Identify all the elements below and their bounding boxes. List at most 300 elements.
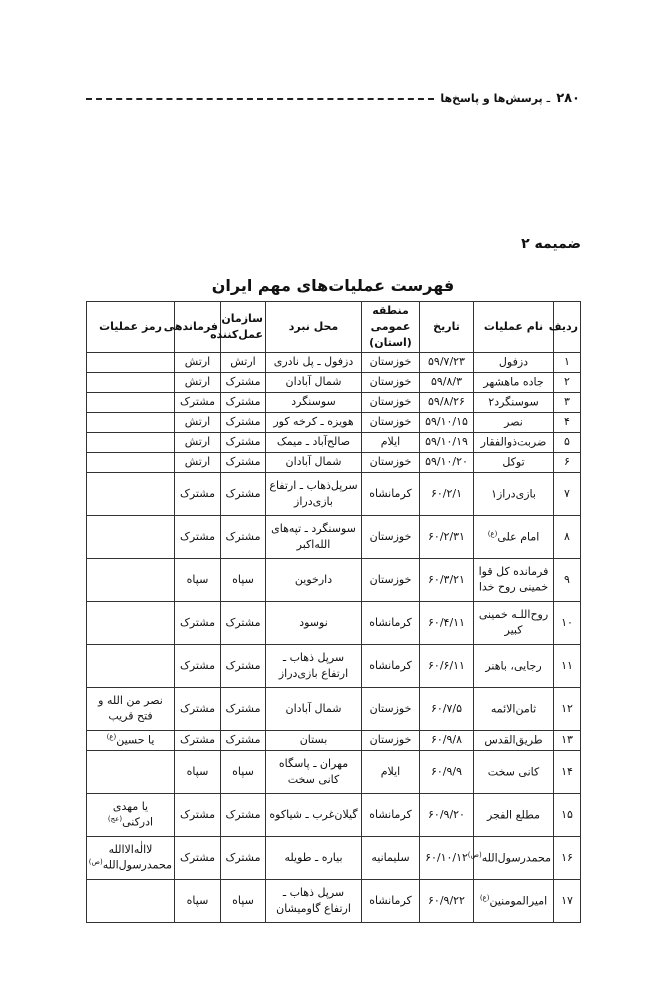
table-row [87, 750, 581, 793]
cell-battle-location [266, 452, 362, 472]
cell-command [175, 687, 221, 730]
cell-command [175, 730, 221, 750]
cell-battle-location-text: شمال آبادان [285, 375, 342, 389]
cell-organization [221, 472, 266, 515]
cell-battle-location [266, 432, 362, 452]
cell-date [420, 601, 474, 644]
cell-row-number-text: ۱۷ [561, 893, 573, 907]
cell-command [175, 372, 221, 392]
cell-operation-name [474, 412, 554, 432]
cell-battle-location-text: دزفول ـ پل نادری [273, 355, 354, 369]
col-header-row-number: ردیف [554, 302, 581, 353]
cell-battle-location-text: بیاره ـ طویله [284, 850, 343, 864]
cell-battle-location-text: سرپل ذهاب ـ ارتفاع بازی‌دراز [278, 650, 349, 680]
cell-operation-name [467, 836, 554, 879]
cell-operation-code [87, 750, 175, 793]
cell-date [420, 687, 474, 730]
cell-date-text: ۶۰/۹/۹ [430, 764, 463, 778]
cell-row-number-text: ۱۰ [561, 615, 573, 629]
cell-date [420, 644, 474, 687]
cell-row-number [554, 452, 581, 472]
cell-date [420, 452, 474, 472]
cell-operation-name-text: امام علی [497, 530, 540, 544]
cell-battle-location [266, 352, 362, 372]
cell-operation-name-text: طریق‌القدس [484, 733, 543, 747]
cell-command [175, 558, 221, 601]
cell-operation-name-text: دزفول [498, 355, 529, 369]
cell-organization-text: سپاه [232, 572, 254, 586]
cell-row-number [554, 472, 581, 515]
cell-row-number-text: ۳ [564, 395, 570, 409]
cell-region-text: کرمانشاه [369, 807, 412, 821]
cell-operation-code [87, 793, 175, 836]
cell-date-text: ۶۰/۹/۸ [430, 733, 463, 747]
table-row [87, 793, 581, 836]
cell-organization [221, 412, 266, 432]
cell-command-text: سپاه [186, 893, 209, 907]
cell-operation-name [474, 372, 554, 392]
cell-organization [221, 836, 266, 879]
cell-operation-code-text: یا حسین [116, 733, 155, 747]
cell-command-text: ارتش [184, 455, 211, 469]
cell-command [175, 472, 221, 515]
cell-organization [221, 352, 266, 372]
cell-operation-name-text: توکل [502, 455, 525, 469]
cell-battle-location [266, 412, 362, 432]
cell-region [362, 644, 420, 687]
cell-region-text: خوزستان [369, 455, 412, 469]
cell-region [362, 372, 420, 392]
cell-battle-location [266, 558, 362, 601]
cell-battle-location [266, 836, 362, 879]
cell-organization-text: مشترک [225, 529, 261, 543]
cell-region-text: خوزستان [369, 355, 412, 369]
cell-row-number [554, 730, 581, 750]
cell-command [175, 601, 221, 644]
cell-operation-code-honorific: (عج) [107, 815, 123, 824]
table-row [87, 644, 581, 687]
cell-operation-code [87, 392, 175, 412]
cell-command [175, 793, 221, 836]
cell-region-text: سلیمانیه [371, 850, 410, 864]
cell-battle-location-text: دارخوین [294, 572, 333, 586]
cell-command-text: سپاه [186, 764, 209, 778]
table-header-row [87, 302, 581, 353]
cell-organization [221, 372, 266, 392]
cell-date-text: ۶۰/۹/۲۰ [428, 807, 465, 821]
cell-command-text: مشترک [180, 658, 215, 672]
cell-command-text: مشترک [180, 850, 215, 864]
cell-operation-code-honorific: (ع) [106, 733, 117, 742]
cell-region [362, 836, 420, 879]
cell-row-number [554, 392, 581, 412]
cell-organization-text: مشترک [225, 435, 261, 449]
cell-operation-name-text: رجایی، باهنر [485, 659, 542, 673]
cell-command-text: مشترک [180, 733, 215, 747]
cell-row-number-text: ۱۱ [561, 658, 573, 672]
cell-operation-name [474, 730, 554, 750]
cell-command-text: مشترک [180, 529, 215, 543]
cell-region-text: ایلام [380, 435, 401, 449]
table-row [87, 452, 581, 472]
cell-date-text: ۵۹/۸/۲۶ [428, 395, 465, 409]
cell-row-number-text: ۸ [564, 529, 570, 543]
cell-command [175, 452, 221, 472]
cell-operation-code [87, 472, 175, 515]
cell-operation-name-text: کانی سخت [487, 765, 540, 779]
cell-command-text: ارتش [184, 375, 211, 389]
header-separator: ـ [546, 91, 551, 105]
cell-operation-code [87, 687, 175, 730]
cell-date-text: ۵۹/۱۰/۲۰ [425, 455, 468, 469]
cell-date [420, 558, 474, 601]
cell-row-number-text: ۹ [564, 572, 570, 586]
cell-operation-name [474, 687, 554, 730]
table-body [87, 352, 581, 922]
cell-region [362, 472, 420, 515]
cell-operation-name-honorific: (ع) [479, 893, 490, 902]
cell-command-text: مشترک [180, 486, 215, 500]
cell-organization [221, 432, 266, 452]
cell-region [362, 730, 420, 750]
page-number: ۲۸۰ [556, 90, 580, 106]
cell-row-number [554, 644, 581, 687]
cell-region [362, 601, 420, 644]
cell-date [420, 879, 474, 922]
cell-date [420, 432, 474, 452]
cell-operation-name [474, 432, 554, 452]
cell-organization [221, 601, 266, 644]
cell-row-number-text: ۱۵ [561, 807, 573, 821]
cell-region-text: خوزستان [369, 701, 412, 715]
cell-battle-location-text: هویزه ـ کرخه کور [273, 415, 354, 429]
cell-organization [221, 452, 266, 472]
cell-row-number-text: ۵ [564, 435, 570, 449]
table-row [87, 432, 581, 452]
table-row [87, 879, 581, 922]
cell-date-text: ۵۹/۷/۲۳ [428, 355, 465, 369]
cell-region-text: کرمانشاه [369, 658, 412, 672]
cell-operation-name-honorific: (ع) [487, 529, 498, 538]
cell-command-text: مشترک [180, 615, 215, 629]
cell-row-number [554, 515, 581, 558]
cell-operation-code-text: یا مهدی ادرکنی [112, 799, 154, 830]
cell-operation-code [87, 412, 175, 432]
cell-row-number [554, 352, 581, 372]
cell-region-text: کرمانشاه [369, 486, 412, 500]
cell-row-number-text: ۱۴ [561, 764, 573, 778]
cell-organization-text: مشترک [225, 455, 261, 469]
cell-operation-code [87, 432, 175, 452]
cell-date-text: ۶۰/۲/۱ [430, 486, 463, 500]
cell-command [175, 644, 221, 687]
cell-command [175, 352, 221, 372]
cell-date [420, 515, 474, 558]
cell-row-number-text: ۲ [564, 375, 570, 389]
cell-date [420, 793, 474, 836]
cell-row-number [554, 687, 581, 730]
cell-battle-location-text: شمال آبادان [285, 701, 342, 715]
header-dashed-rule [86, 98, 434, 100]
cell-row-number [554, 836, 581, 879]
cell-battle-location-text: گیلان‌غرب ـ شیاکوه [269, 807, 358, 821]
cell-operation-name-text: فرمانده کل قوا خمینی روح خدا [478, 564, 549, 595]
cell-operation-code [87, 730, 175, 750]
cell-organization [221, 644, 266, 687]
cell-battle-location [266, 687, 362, 730]
cell-region-text: کرمانشاه [369, 893, 412, 907]
cell-command-text: ارتش [184, 355, 211, 369]
cell-battle-location [266, 392, 362, 412]
table-row [87, 601, 581, 644]
cell-organization-text: مشترک [225, 486, 261, 500]
operations-table [86, 301, 581, 923]
cell-region-text: خوزستان [369, 375, 412, 389]
cell-region [362, 412, 420, 432]
cell-row-number [554, 432, 581, 452]
cell-organization-text: مشترک [225, 733, 261, 747]
cell-command-text: مشترک [180, 807, 215, 821]
col-header-organization: سازمان عمل‌کننده [221, 302, 266, 353]
cell-region [362, 687, 420, 730]
cell-operation-name [474, 644, 554, 687]
cell-command-text: مشترک [180, 395, 215, 409]
cell-battle-location [266, 515, 362, 558]
cell-battle-location-text: نوسود [299, 615, 328, 629]
cell-operation-name-text: نصر [504, 415, 523, 429]
cell-date [420, 352, 474, 372]
cell-region-text: خوزستان [369, 733, 412, 747]
cell-operation-name [474, 352, 554, 372]
cell-battle-location-text: شمال آبادان [285, 455, 342, 469]
cell-date-text: ۶۰/۱۰/۱۲ [425, 850, 468, 864]
col-header-region: منطقه عمومی (استان) [362, 302, 420, 353]
cell-organization-text: مشترک [225, 395, 261, 409]
cell-operation-name-text: مطلع الفجر [486, 808, 541, 822]
cell-battle-location [266, 472, 362, 515]
cell-battle-location-text: سوسنگرد ـ تپه‌های الله‌اکبر [271, 521, 356, 551]
col-header-operation-code: رمز عملیات [87, 302, 175, 353]
cell-battle-location-text: سرپل ذهاب ـ ارتفاع گاومیشان [276, 885, 351, 915]
cell-operation-name [474, 879, 554, 922]
cell-row-number-text: ۱۳ [561, 733, 573, 747]
cell-organization-text: ارتش [230, 355, 256, 369]
cell-operation-name-text: محمدرسول‌الله [481, 851, 551, 865]
table-row [87, 472, 581, 515]
cell-battle-location [266, 793, 362, 836]
cell-region [362, 515, 420, 558]
cell-command [175, 836, 221, 879]
cell-organization-text: مشترک [225, 701, 261, 715]
cell-region [362, 793, 420, 836]
cell-operation-code [87, 836, 175, 879]
cell-operation-code [87, 644, 175, 687]
cell-operation-code [87, 601, 175, 644]
cell-command-text: ارتش [184, 435, 211, 449]
cell-organization-text: مشترک [225, 615, 261, 629]
cell-date [420, 392, 474, 412]
appendix-label: ضمیمه ۲ [521, 236, 581, 252]
col-header-date: تاریخ [420, 302, 474, 353]
cell-operation-code-honorific: (ص) [88, 858, 103, 867]
cell-operation-code-text: لاالٰه‌الاالله محمدرسول‌الله [102, 842, 172, 873]
table-row [87, 412, 581, 432]
header-title: پرسش‌ها و پاسخ‌ها [440, 91, 543, 105]
table-row [87, 372, 581, 392]
cell-region [362, 432, 420, 452]
cell-operation-code [87, 352, 175, 372]
cell-region-text: خوزستان [369, 572, 412, 586]
cell-command [175, 515, 221, 558]
cell-battle-location-text: مهران ـ پاسگاه کانی سخت [278, 756, 349, 786]
cell-row-number [554, 793, 581, 836]
cell-operation-name [474, 601, 554, 644]
cell-organization [221, 515, 266, 558]
cell-organization [221, 879, 266, 922]
table-row [87, 352, 581, 372]
cell-organization [221, 730, 266, 750]
running-header [86, 88, 580, 108]
cell-row-number-text: ۱۲ [561, 701, 573, 715]
cell-operation-name-honorific: (ص) [467, 850, 482, 859]
cell-battle-location [266, 372, 362, 392]
cell-region-text: خوزستان [369, 395, 412, 409]
cell-operation-name-text: بازی‌دراز۱ [491, 487, 536, 501]
cell-region-text: خوزستان [369, 529, 412, 543]
cell-date [420, 412, 474, 432]
cell-region [362, 452, 420, 472]
cell-operation-code [87, 558, 175, 601]
cell-row-number-text: ۴ [564, 415, 570, 429]
col-header-battle-location: محل نبرد [266, 302, 362, 353]
cell-battle-location [266, 750, 362, 793]
cell-region [362, 879, 420, 922]
cell-operation-name [474, 793, 554, 836]
cell-region-text: خوزستان [369, 415, 412, 429]
cell-operation-code [87, 372, 175, 392]
cell-battle-location [266, 879, 362, 922]
cell-region [362, 558, 420, 601]
cell-operation-code [87, 515, 175, 558]
cell-organization [221, 687, 266, 730]
cell-date-text: ۶۰/۶/۱۱ [428, 658, 465, 672]
cell-row-number-text: ۶ [564, 455, 570, 469]
cell-command-text: ارتش [184, 415, 211, 429]
cell-battle-location [266, 644, 362, 687]
cell-date [420, 372, 474, 392]
table-row [87, 836, 581, 879]
cell-operation-name-text: امیرالمومنین [489, 894, 548, 908]
cell-row-number-text: ۱۶ [561, 850, 573, 864]
cell-row-number [554, 601, 581, 644]
cell-operation-name-text: روح‌اللـه خمینی کبیر [478, 607, 549, 638]
cell-region-text: ایلام [380, 764, 401, 778]
cell-operation-name-text: ضربت‌ذوالفقار [480, 435, 547, 449]
cell-operation-name [474, 452, 554, 472]
cell-operation-name-text: ثامن‌الائمه [490, 702, 537, 716]
cell-operation-name [474, 558, 554, 601]
cell-command [175, 432, 221, 452]
cell-date-text: ۶۰/۲/۳۱ [428, 529, 465, 543]
cell-organization [221, 558, 266, 601]
cell-date [420, 730, 474, 750]
cell-organization [221, 750, 266, 793]
cell-date-text: ۶۰/۳/۲۱ [428, 572, 465, 586]
cell-date [420, 750, 474, 793]
col-header-command: فرماندهی [175, 302, 221, 353]
cell-battle-location-text: صالح‌آباد ـ میمک [276, 435, 351, 449]
cell-command [175, 879, 221, 922]
cell-operation-name [474, 472, 554, 515]
cell-organization-text: سپاه [232, 893, 254, 907]
cell-date [420, 836, 474, 879]
cell-operation-name [474, 392, 554, 412]
cell-operation-code [87, 879, 175, 922]
cell-operation-name-text: سوسنگرد۲ [488, 395, 539, 409]
col-header-operation-name: نام عملیات [474, 302, 554, 353]
cell-row-number [554, 412, 581, 432]
cell-organization [221, 793, 266, 836]
cell-organization-text: مشترک [225, 375, 261, 389]
table-row [87, 515, 581, 558]
cell-row-number [554, 879, 581, 922]
cell-command [175, 412, 221, 432]
table-row [87, 392, 581, 412]
cell-operation-name [474, 515, 554, 558]
cell-battle-location [266, 730, 362, 750]
cell-battle-location-text: بستان [299, 733, 328, 747]
cell-region [362, 750, 420, 793]
cell-region-text: کرمانشاه [369, 615, 412, 629]
cell-operation-code-text: نصر من الله و فتح قریب [98, 693, 163, 724]
cell-row-number [554, 372, 581, 392]
cell-command [175, 392, 221, 412]
cell-organization-text: سپاه [232, 764, 254, 778]
cell-organization-text: مشترک [225, 415, 261, 429]
cell-organization-text: مشترک [225, 850, 261, 864]
cell-region [362, 392, 420, 412]
cell-organization [221, 392, 266, 412]
cell-region [362, 352, 420, 372]
cell-battle-location-text: سوسنگرد [291, 395, 336, 409]
cell-row-number [554, 750, 581, 793]
cell-row-number-text: ۷ [564, 486, 570, 500]
cell-date-text: ۶۰/۷/۵ [430, 701, 463, 715]
table-row [87, 558, 581, 601]
table-row [87, 687, 581, 730]
cell-command-text: سپاه [186, 572, 209, 586]
cell-operation-name [474, 750, 554, 793]
cell-date-text: ۵۹/۱۰/۱۹ [425, 435, 468, 449]
cell-organization-text: مشترک [225, 658, 261, 672]
cell-row-number [554, 558, 581, 601]
cell-battle-location [266, 601, 362, 644]
cell-operation-name-text: جاده ماهشهر [483, 375, 544, 389]
cell-row-number-text: ۱ [564, 355, 570, 369]
cell-command-text: مشترک [180, 701, 215, 715]
cell-organization-text: مشترک [225, 807, 261, 821]
cell-operation-code [87, 452, 175, 472]
table-title: فهرست عملیات‌های مهم ایران [211, 276, 455, 295]
table-row [87, 730, 581, 750]
cell-date-text: ۵۹/۱۰/۱۵ [425, 415, 468, 429]
cell-date-text: ۶۰/۴/۱۱ [428, 615, 465, 629]
cell-date-text: ۶۰/۹/۲۲ [428, 893, 465, 907]
cell-date [420, 472, 474, 515]
cell-battle-location-text: سرپل‌ذهاب ـ ارتفاع بازی‌دراز [269, 478, 358, 508]
cell-date-text: ۵۹/۸/۳ [430, 375, 463, 389]
cell-command [175, 750, 221, 793]
